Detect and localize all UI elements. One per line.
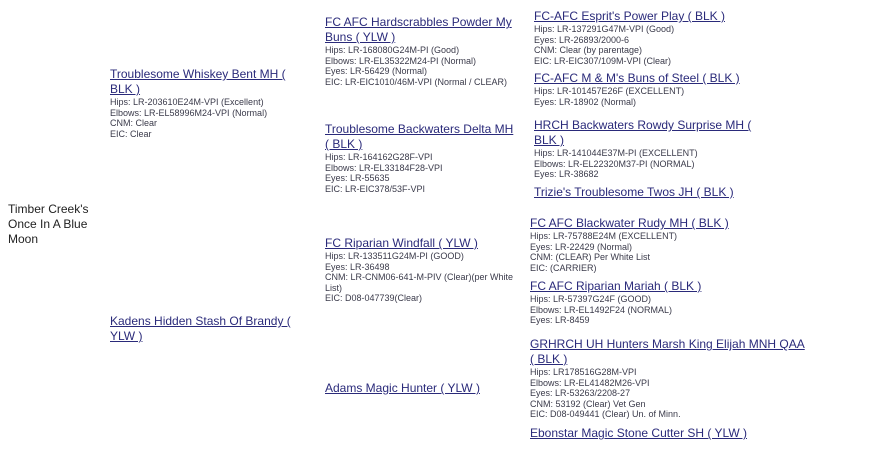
- sire-dam-entry: [325, 122, 520, 194]
- ssd-link[interactable]: FC-AFC M & M's Buns of Steel ( BLK ): [534, 71, 740, 85]
- health-line: Eyes: LR-56429 (Normal): [325, 66, 428, 76]
- health-line: Hips: LR-57397G24F (GOOD): [530, 294, 652, 304]
- health-line: CNM: LR-CNM06-641-M-PIV (Clear)(per White List): [325, 272, 514, 293]
- health-line: CNM: 53192 (Clear) Vet Gen: [530, 398, 646, 409]
- health-line: Eyes: LR-36498: [325, 261, 390, 272]
- health-line: Eyes: LR-55635: [325, 173, 390, 183]
- dsd-entry: [530, 279, 810, 326]
- dds-link[interactable]: GRHRCH UH Hunters Marsh King Elijah MNH QAA ( BLK ): [530, 337, 805, 366]
- sire-sire-link[interactable]: FC AFC Hardscrabbles Powder My Buns ( YLW ): [325, 15, 512, 44]
- health-line: Eyes: LR-26893/2000-6: [534, 34, 630, 45]
- sss-link[interactable]: FC-AFC Esprit's Power Play ( BLK ): [534, 9, 725, 23]
- sire-link[interactable]: Troublesome Whiskey Bent MH ( BLK ): [110, 67, 286, 96]
- health-line: Elbows: LR-EL1492F24 (NORMAL): [530, 304, 673, 315]
- sds-link[interactable]: HRCH Backwaters Rowdy Surprise MH ( BLK ): [534, 118, 752, 147]
- health-line: EIC: D08-047739(Clear): [325, 293, 423, 303]
- health-line: Hips: LR-141044E37M-PI (EXCELLENT): [534, 148, 698, 158]
- health-line: Eyes: LR-38682: [534, 169, 599, 179]
- health-line: Hips: LR-168080G24M-PI (Good): [325, 45, 460, 55]
- health-line: Hips: LR-137291G47M-VPI (Good): [534, 24, 675, 34]
- dam-sire-link[interactable]: FC Riparian Windfall ( YLW ): [325, 236, 478, 250]
- dss-entry: [530, 216, 810, 273]
- dam-dam-entry: [325, 381, 520, 396]
- health-line: Elbows: LR-EL22320M37-PI (NORMAL): [534, 158, 695, 169]
- dam-dam-link[interactable]: Adams Magic Hunter ( YLW ): [325, 381, 480, 395]
- sss-entry: [534, 9, 794, 66]
- health-line: EIC: D08-049441 (Clear) Un. of Minn.: [530, 409, 681, 419]
- health-line: Hips: LR-101457E26F (EXCELLENT): [534, 86, 685, 96]
- health-line: Eyes: LR-22429 (Normal): [530, 241, 633, 252]
- subject-dog-name: Timber Creek's Once In A Blue Moon: [8, 202, 89, 246]
- health-line: Hips: LR-164162G28F-VPI: [325, 152, 433, 162]
- sds-health-info: [534, 148, 774, 180]
- dds-health-info: [530, 367, 810, 420]
- sss-health-info: [534, 24, 794, 66]
- dam-link[interactable]: Kadens Hidden Stash Of Brandy ( YLW ): [110, 314, 291, 343]
- health-line: EIC: LR-EIC378/53F-VPI: [325, 183, 426, 194]
- dss-health-info: [530, 231, 810, 273]
- health-line: Elbows: LR-EL33184F28-VPI: [325, 162, 443, 173]
- health-line: Elbows: LR-EL58996M24-VPI (Normal): [110, 107, 268, 118]
- health-line: Elbows: LR-EL35322M24-PI (Normal): [325, 55, 477, 66]
- sdd-entry: [534, 185, 794, 200]
- ddd-link[interactable]: Ebonstar Magic Stone Cutter SH ( YLW ): [530, 426, 747, 440]
- health-line: Eyes: LR-8459: [530, 315, 590, 325]
- sds-entry: [534, 118, 774, 180]
- dsd-health-info: [530, 294, 810, 326]
- ssd-health-info: [534, 86, 794, 107]
- ssd-entry: [534, 71, 794, 107]
- sire-dam-health-info: [325, 152, 520, 194]
- health-line: EIC: (CARRIER): [530, 262, 597, 273]
- dds-entry: [530, 337, 810, 420]
- health-line: CNM: Clear (by parentage): [534, 45, 643, 55]
- health-line: Hips: LR-75788E24M (EXCELLENT): [530, 231, 678, 241]
- sire-sire-entry: [325, 15, 520, 87]
- sire-health-info: [110, 97, 310, 139]
- dam-sire-entry: [325, 236, 520, 304]
- health-line: Hips: LR-133511G24M-PI (GOOD): [325, 251, 464, 261]
- dsd-link[interactable]: FC AFC Riparian Mariah ( BLK ): [530, 279, 702, 293]
- health-line: EIC: Clear: [110, 128, 152, 139]
- health-line: Hips: LR178516G28M-VPI: [530, 367, 637, 377]
- sire-dam-link[interactable]: Troublesome Backwaters Delta MH ( BLK ): [325, 122, 514, 151]
- health-line: Hips: LR-203610E24M-VPI (Excellent): [110, 97, 264, 107]
- sire-entry: [110, 67, 310, 139]
- health-line: Elbows: LR-EL41482M26-VPI: [530, 377, 650, 388]
- dss-link[interactable]: FC AFC Blackwater Rudy MH ( BLK ): [530, 216, 729, 230]
- health-line: Eyes: LR-53263/2208-27: [530, 388, 631, 398]
- dam-entry: [110, 314, 310, 344]
- health-line: CNM: (CLEAR) Per White List: [530, 252, 651, 262]
- sdd-link[interactable]: Trizie's Troublesome Twos JH ( BLK ): [534, 185, 734, 199]
- health-line: EIC: LR-EIC307/109M-VPI (Clear): [534, 55, 672, 66]
- health-line: EIC: LR-EIC1010/46M-VPI (Normal / CLEAR): [325, 76, 508, 87]
- sire-sire-health-info: [325, 45, 520, 87]
- ddd-entry: [530, 426, 810, 441]
- health-line: Eyes: LR-18902 (Normal): [534, 96, 637, 107]
- dam-sire-health-info: [325, 251, 520, 304]
- health-line: CNM: Clear: [110, 118, 158, 128]
